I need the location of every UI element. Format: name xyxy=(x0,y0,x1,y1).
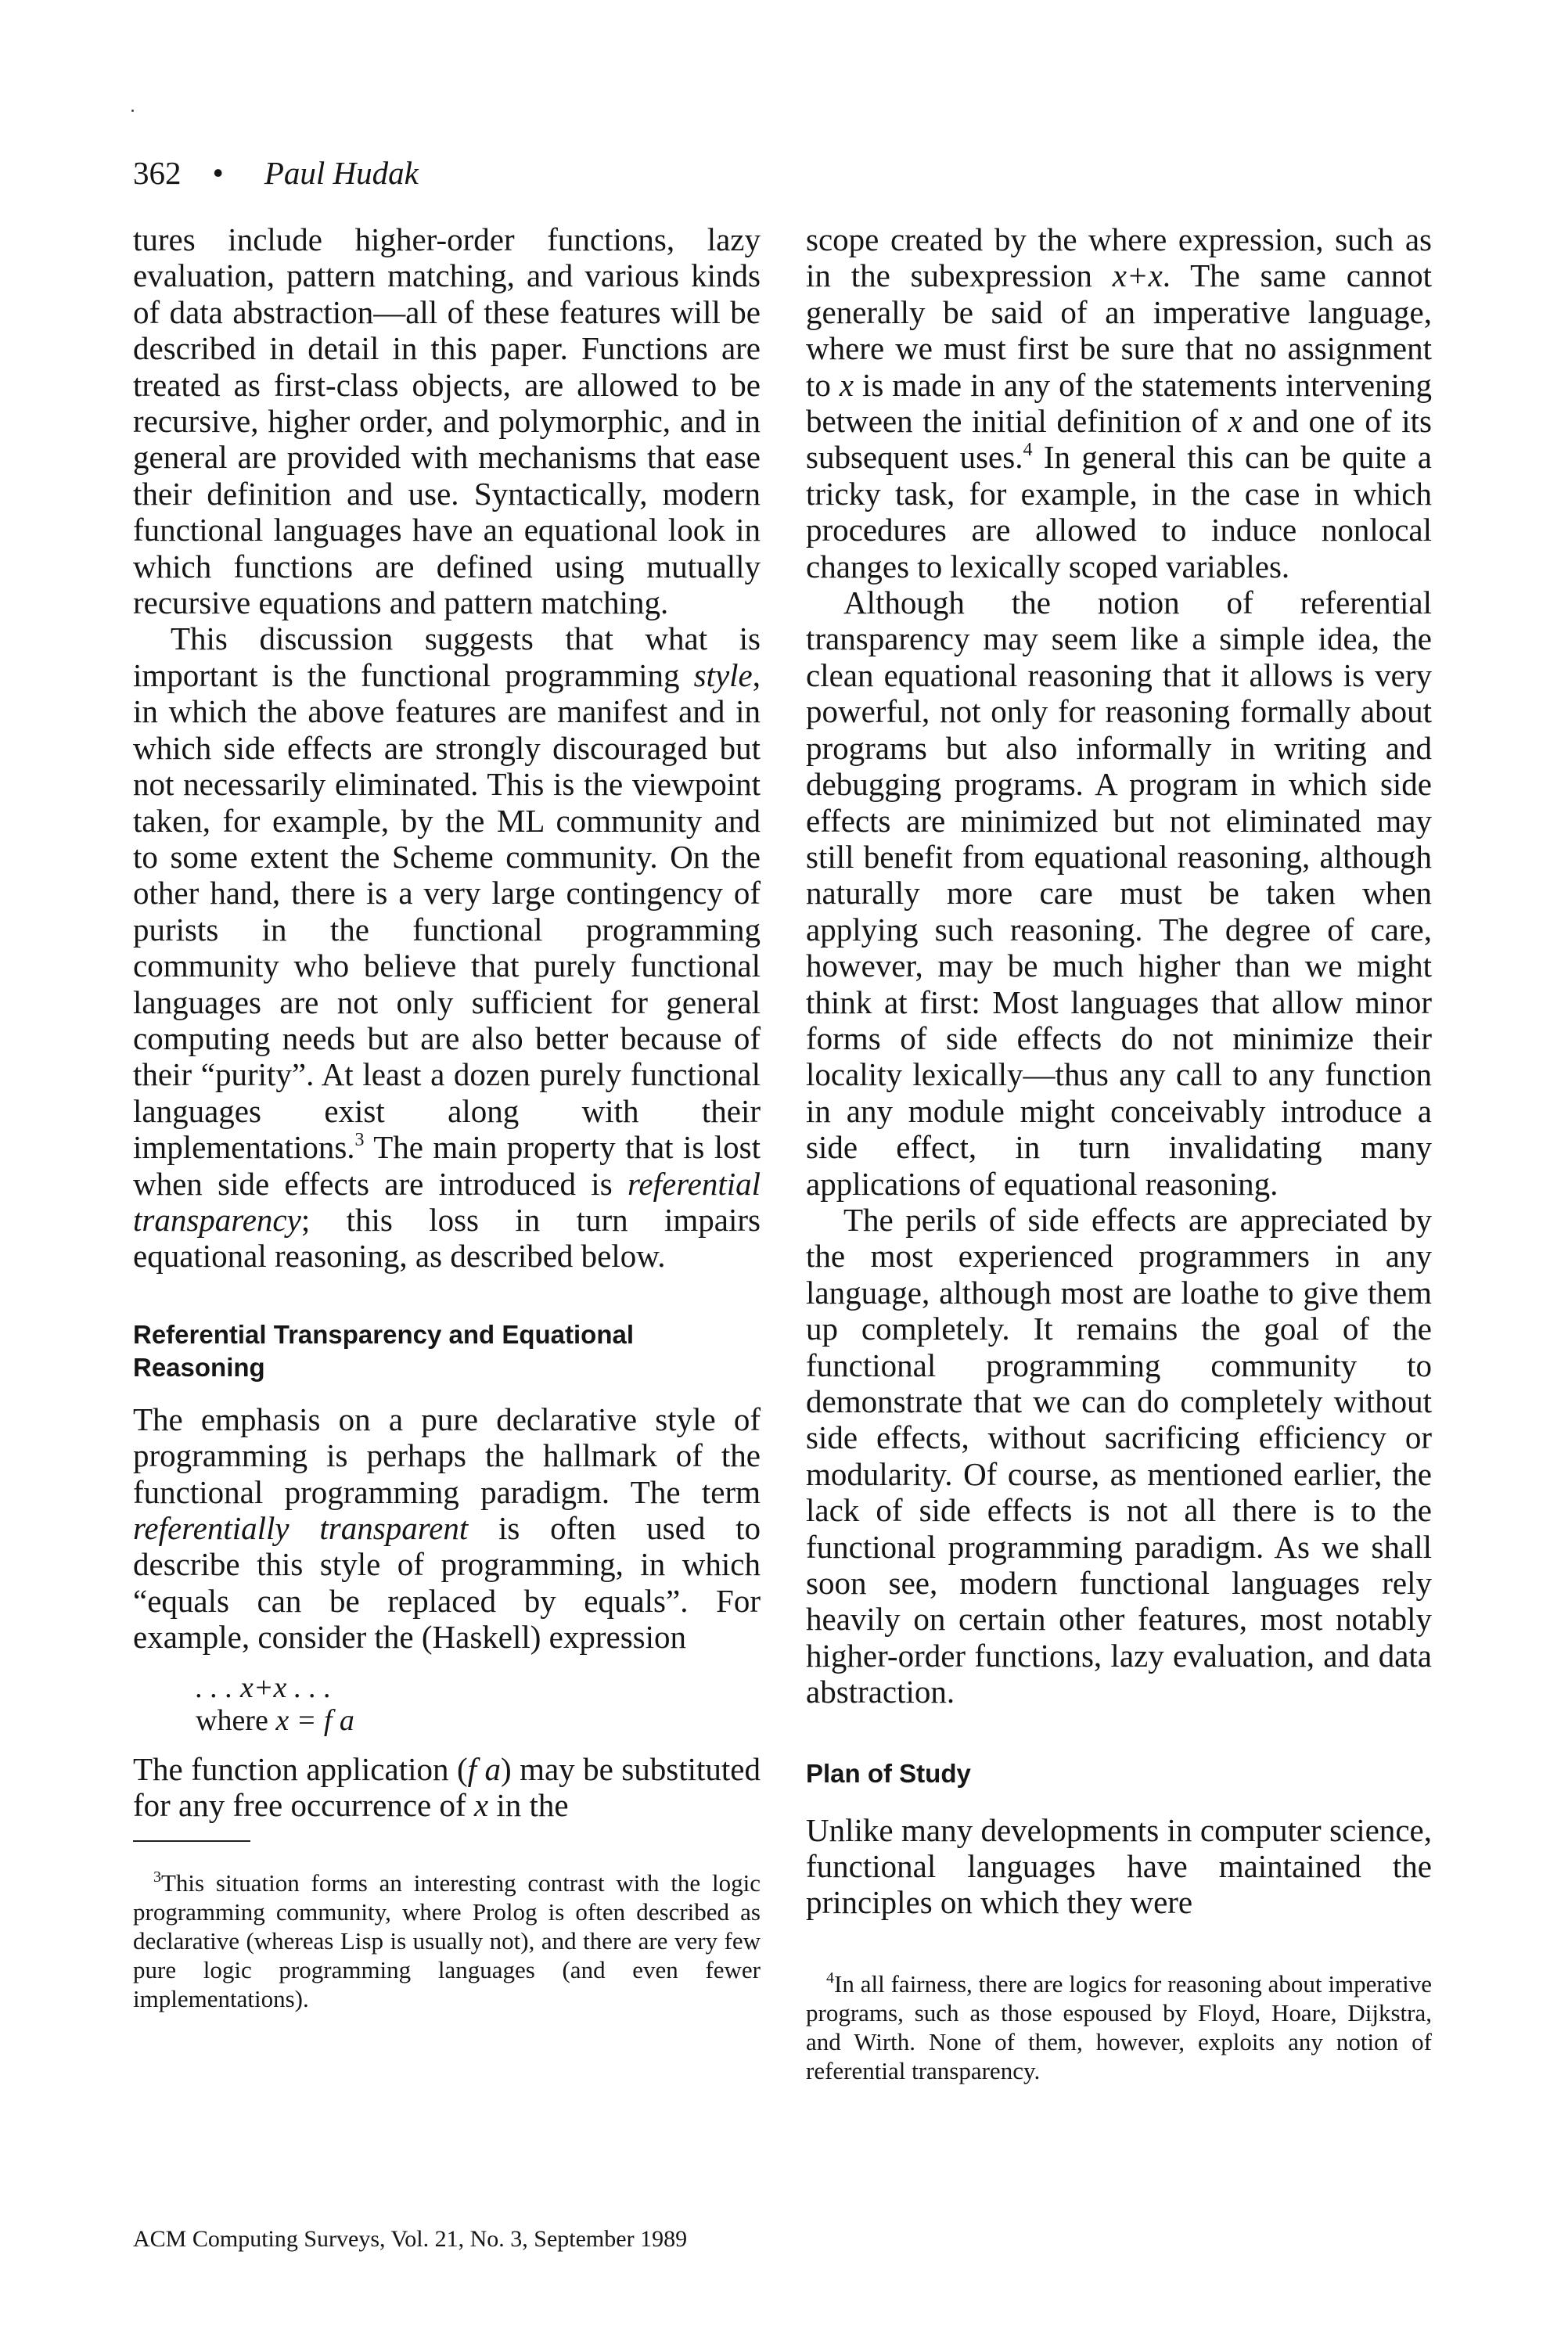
footnote-ref-4[interactable]: 4 xyxy=(1023,440,1033,461)
code-line-1: . . . x+x . . . xyxy=(196,1670,332,1704)
footnote-mark-3: 3 xyxy=(153,1868,161,1886)
left-paragraph-3: The emphasis on a pure declarative style of programming is perhaps the hallmark of the functional programming paradigm. The term referentially transparent is often used to describe this style of programming, in which “equals can be replaced by equals”. For example, consider the (Haskell) expression xyxy=(133,1401,761,1656)
section-heading-referential-transparency: Referential Transparency and Equational Reasoning xyxy=(133,1319,635,1382)
left-column xyxy=(133,221,761,2013)
header-separator: • xyxy=(212,155,224,191)
code-example xyxy=(133,1671,761,1737)
journal-footer: ACM Computing Surveys, Vol. 21, No. 3, September 1989 xyxy=(133,2226,688,2252)
author-name: Paul Hudak xyxy=(264,155,419,191)
footnote-3: $^3$This situation forms an interesting contrast with the logic programming community, where Prolog is often described as declarative (whereas Lisp is usually not), and there are very few pure logic programming languages (and even fewer implementations). xyxy=(133,1868,761,2013)
right-paragraph-3: The perils of side effects are appreciated by the most experienced programmers in any language, although most are loathe to give them up completely. It remains the goal of the functional programming community to demonstrate that we can do completely without side effects, without sacrificing efficiency or modularity. Of course, as mentioned earlier, the lack of side effects is not all there is to the functional programming paradigm. As we shall soon see, modern functional languages rely heavily on certain other features, most notably higher-order functions, lazy evaluation, and data abstraction. xyxy=(806,1201,1432,1710)
left-paragraph-4: The function application (f a) may be substituted for any free occurrence of x in the xyxy=(133,1750,761,1824)
right-paragraph-4: Unlike many developments in computer science, functional languages have maintained the principles on which they were xyxy=(806,1811,1432,1921)
left-paragraph-1: tures include higher-order functions, lazy evaluation, pattern matching, and various kinds of data abstraction—all of these features will be described in detail in this paper. Functions are treated as first-class objects, are allowed to be recursive, higher order, and polymorphic, and in general are provided with mechanisms that ease their definition and use. Syntactically, modern functional languages have an equational look in which functions are defined using mutually recursive equations and pattern matching. xyxy=(133,221,761,621)
right-paragraph-2: Although the notion of referential transparency may seem like a simple idea, the clean equational reasoning that it allows is very powerful, not only for reasoning formally about programs but also informally in writing and debugging programs. A program in which side effects are minimized but not eliminated may still benefit from equational reasoning, although naturally more care must be taken when applying such reasoning. The degree of care, however, may be much higher than we might think at first: Most languages that allow minor forms of side effects do not minimize their locality lexically—thus any call to any function in any module might conceivably introduce a side effect, in turn invalidating many applications of equational reasoning. xyxy=(806,584,1432,1202)
footnote-ref-3[interactable]: 3 xyxy=(354,1130,365,1151)
left-paragraph-2: This discussion suggests that what is important is the functional programming style, in which the above features are manifest and in which side effects are strongly discouraged but not necessarily eliminated. This is the viewpoint taken, for example, by the ML community and to some extent the Scheme community. On the other hand, there is a very large contingency of purists in the functional programming community who believe that purely functional languages are not only sufficient for general computing needs but are also better because of their “purity”. At least a dozen purely functional languages exist along with their implementations.$^3$ The main property that is lost when side effects are introduced is referential transparency; this loss in turn impairs equational reasoning, as described below. xyxy=(133,620,761,1275)
code-line-2: where x = f a xyxy=(196,1703,354,1737)
right-column xyxy=(806,221,1432,2085)
footnote-rule xyxy=(133,1840,250,1842)
section-heading-plan-of-study: Plan of Study xyxy=(806,1758,971,1788)
right-paragraph-1: scope created by the where expression, such as in the subexpression x+x. The same cannot generally be said of an imperative language, where we must first be sure that no assignment to x is made in any of the statements intervening between the initial definition of x and one of its subsequent uses.$^4$ In general this can be quite a tricky task, for example, in the case in which procedures are allowed to induce nonlocal changes to lexically scoped variables. xyxy=(806,221,1432,584)
footnote-mark-4: 4 xyxy=(826,1969,834,1987)
scan-speck xyxy=(131,110,134,112)
running-head xyxy=(133,153,419,192)
footnote-4: $^4$In all fairness, there are logics for reasoning about imperative programs, such as those espoused by Floyd, Hoare, Dijkstra, and Wirth. None of them, however, exploits any notion of referential transparency. xyxy=(806,1969,1432,2084)
page-number: 362 xyxy=(133,155,182,191)
